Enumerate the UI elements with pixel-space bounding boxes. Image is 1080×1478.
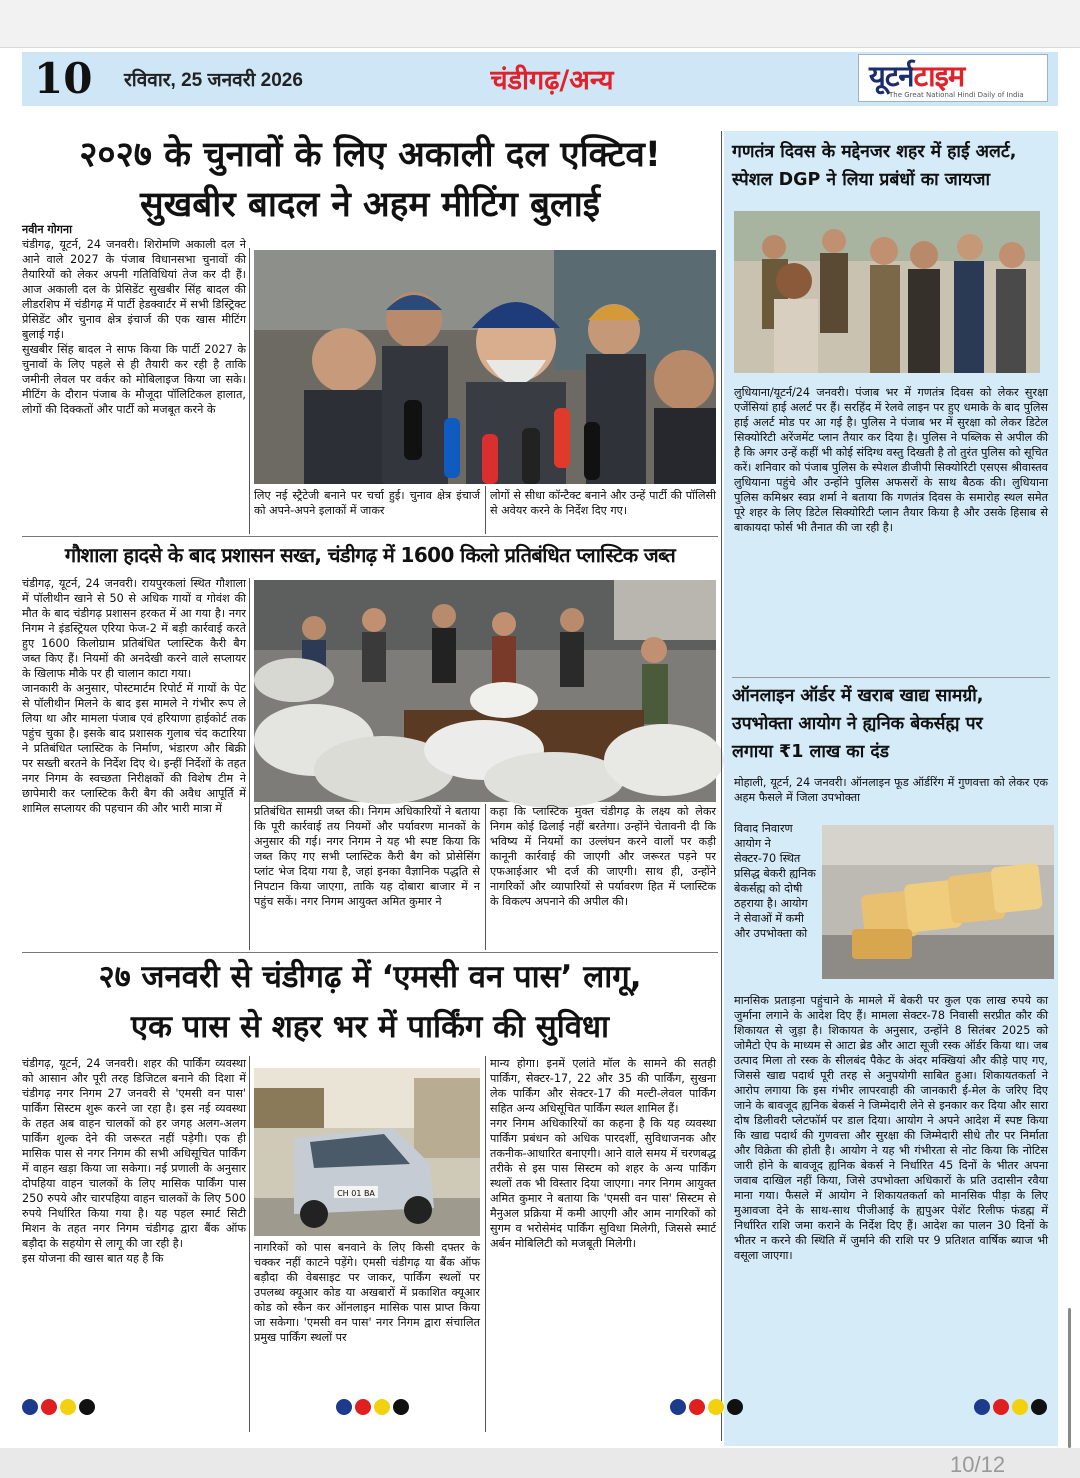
column-rule [485, 486, 486, 534]
section-title: चंडीगढ़/अन्य [490, 65, 614, 96]
story1-col2: लिए नई स्ट्रैटेजी बनाने पर चर्चा हुई। चुनाव क्षेत्र इंचार्ज को अपने-अपने इलाकों में जाकर [254, 489, 480, 517]
divider [732, 677, 1050, 678]
rusk-bread-illustration [822, 825, 1054, 979]
registration-dots-center-left [336, 1399, 409, 1415]
car-number-plate: CH 01 BA [337, 1189, 375, 1198]
scrollbar[interactable] [1068, 1308, 1071, 1448]
story3-col1: चंडीगढ़, यूटर्न, 24 जनवरी। शहर की पार्किंग व्यवस्था को आसान और पूरी तरह डिजिटल बनाने की दिशा में चंडीगढ़ नगर निगम 27 जनवरी से 'एमसी वन पास' पार्किंग सिस्टम शुरू करने जा रहा है। इस नई व्यवस्था के तहत अब वाहन चालकों को हर जगह अलग-अलग पार्किंग शुल्क देने की जरूरत नहीं पड़ेगी। एक ही मासिक पास से नगर निगम की सभी अधिसूचित पार्किंग में वाहन खड़ा किया जा सकेगा। नई प्रणाली के अनुसार दोपहिया वाहन चालकों के लिए मासिक पार्किंग पास 250 रुपये और चारपहिया वाहन चालकों के लिए 500 रुपये निर्धारित किया गया है। यह पहल स्मार्ट सिटी मिशन के तहत नगर निगम चंडीगढ़ द्वारा बैंक ऑफ बड़ौदा के सहयोग से लागू की जा रही है। इस योजना की खास बात यह है कि [22, 1057, 246, 1265]
story1-col3: लोगों से सीधा कॉन्टैक्ट बनाने और उन्हें पार्टी की पॉलिसी से अवेयर करने के निर्देश दिए गए। [490, 489, 716, 517]
parked-car-illustration [254, 1068, 480, 1236]
registration-dot [1031, 1399, 1047, 1415]
registration-dot [727, 1399, 743, 1415]
story3-headline-line2: एक पास से शहर भर में पार्किंग की सुविधा [130, 1009, 610, 1045]
registration-dot [670, 1399, 686, 1415]
registration-dots-center-right [670, 1399, 743, 1415]
column-rule [249, 1056, 250, 1432]
newspaper-logo [858, 54, 1048, 102]
side1-headline-line1: गणतंत्र दिवस के मद्देनजर शहर में हाई अलर्ट, [732, 142, 1017, 162]
side2-photo-rusk [822, 825, 1054, 979]
registration-dot [708, 1399, 724, 1415]
registration-dot [60, 1399, 76, 1415]
side2-intro: मोहाली, यूटर्न, 24 जनवरी। ऑनलाइन फूड ऑर्डरिंग में गुणवत्ता को लेकर एक अहम फैसले में जिला उपभोक्ता [734, 776, 1048, 804]
registration-dot [1012, 1399, 1028, 1415]
story1-col1 [22, 222, 246, 534]
side2-wrap-text: विवाद निवारण आयोग ने सेक्टर-70 स्थित प्रसिद्ध बेकरी ह्यनिक बेकर्सह्म को दोषी ठहराया है। आयोग ने सेवाओं में कमी और उपभोक्ता को [734, 822, 816, 940]
plastic-seizure-illustration [254, 580, 716, 802]
registration-dot [374, 1399, 390, 1415]
registration-dot [974, 1399, 990, 1415]
registration-dot [22, 1399, 38, 1415]
registration-dot [355, 1399, 371, 1415]
logo-wordmark [869, 56, 964, 95]
registration-dot [336, 1399, 352, 1415]
story1-photo-sukhbir-badal-press [254, 250, 716, 484]
story3-headline-line1: २७ जनवरी से चंडीगढ़ में ‘एमसी वन पास’ लागू, [98, 959, 642, 995]
logo-part1: यूटर्न [869, 59, 914, 93]
story3-photo-parking-car [254, 1068, 480, 1236]
registration-dots-left [22, 1399, 95, 1415]
side1-body: लुधियाना/यूटर्न/24 जनवरी। पंजाब भर में गणतंत्र दिवस को लेकर सुरक्षा एजेंसियां हाई अलर्ट पर हैं। सरहिंद में रेलवे लाइन पर हुए धमाके के बाद पुलिस हाई अलर्ट मोड पर आ गई है। पुलिस ने पंजाब भर में सुरक्षा को लेकर डिटेल सिक्योरिटी अरेंजमेंट प्लान तैयार कर दिया है। पुलिस ने पब्लिक से अपील की है कि अगर उन्हें कहीं भी कोई संदिग्ध वस्तु दिखती है तो तुरंत पुलिस को सूचित करें। शनिवार को पंजाब पुलिस के स्पेशल डीजीपी सिक्योरिटी एसएस श्रीवास्तव लुधियाना पहुंचे और उन्होंने पुलिस अफसरों के साथ बैठक की। लुधियाना पुलिस कमिश्नर स्वप्न शर्मा ने बताया कि गणतंत्र दिवस के समारोह स्थल समेत पूरे शहर के लिए डिटेल सिक्योरिटी प्लान तैयार किया है और उसके हिसाब से बाकायदा फोर्स भी तैनात की जा रही है। [734, 386, 1048, 534]
side2-headline-line1: ऑनलाइन ऑर्डर में खराब खाद्य सामग्री, [732, 686, 984, 706]
story2-photo-plastic-seizure [254, 580, 716, 802]
story2-headline: गौशाला हादसे के बाद प्रशासन सख्त, चंडीगढ़ में 1600 किलो प्रतिबंधित प्लास्टिक जब्त [64, 543, 676, 567]
viewer-top-strip [0, 0, 1080, 48]
side2-headline-line2: उपभोक्ता आयोग ने ह्यनिक बेकर्सह्म पर [732, 714, 983, 734]
press-meeting-illustration [254, 250, 716, 484]
column-rule [485, 804, 486, 950]
registration-dot [993, 1399, 1009, 1415]
page-number: 10 [34, 54, 93, 103]
logo-tagline: The Great National Hindi Daily of India [889, 91, 1024, 99]
story2-col2: प्रतिबंधित सामग्री जब्त की। निगम अधिकारियों ने बताया कि पूरी कार्रवाई तय नियमों और पर्यावरण मानकों के अनुसार की गई। नगर निगम ने यह भी स्पष्ट किया कि जब्त किए गए सभी प्लास्टिक कैरी बैग को प्रोसेसिंग प्लांट भेज दिया गया है, जहां इनका वैज्ञानिक पद्धति से निपटान किया जाएगा, ताकि यह दोबारा बाजार में न पहुंच सकें। नगर निगम आयुक्त अमित कुमार ने [254, 805, 480, 908]
story1-headline-line2: सुखबीर बादल ने अहम मीटिंग बुलाई [140, 185, 600, 225]
column-rule [249, 578, 250, 950]
column-rule [721, 131, 722, 1441]
story2-col1: चंडीगढ़, यूटर्न, 24 जनवरी। रायपुरकलां स्थित गौशाला में पॉलीथीन खाने से 50 से अधिक गायों व गोवंश की मौत के बाद चंडीगढ़ प्रशासन हरकत में आ गया है। नगर निगम ने इंडस्ट्रियल एरिया फेज-2 में बड़ी कार्रवाई करते हुए 1600 किलोग्राम प्रतिबंधित प्लास्टिक कैरी बैग जब्त किए हैं। नियमों की अनदेखी करने वाले सप्लायर के खिलाफ मौके पर ही चालान काटा गया। जानकारी के अनुसार, पोस्टमार्टम रिपोर्ट में गायों के पेट से पॉलीथीन मिलने के बाद इस मामले ने गंभीर रूप ले लिया था और मामला पंजाब एवं हरियाणा हाईकोर्ट तक पहुंच चुका है। इसके बाद प्रशासक गुलाब चंद कटारिया ने प्रतिबंधित प्लास्टिक के निर्माण, भंडारण और बिक्री पर सख्ती बरतने के निर्देश दिए थे। इन्हीं निर्देशों के तहत नगर निगम के स्वच्छता निरीक्षकों की विशेष टीम ने छापेमारी कर प्लास्टिक कैरी बैग की अवैध आपूर्ति में शामिल सप्लायर की पहचान की और भारी मात्रा में [22, 577, 246, 815]
column-rule [485, 1056, 486, 1432]
logo-part2: टाइम [913, 59, 965, 93]
side1-photo-dgp-inspection [734, 211, 1040, 373]
story1-headline-line1: २०२७ के चुनावों के लिए अकाली दल एक्टिव! [79, 135, 661, 175]
page-header [22, 52, 1058, 106]
divider [22, 952, 718, 953]
side2-body: मानसिक प्रताड़ना पहुंचाने के मामले में बेकरी पर कुल एक लाख रुपये का जुर्माना लगाने के आदेश दिए हैं। मामला सेक्टर-78 निवासी सरप्रीत कौर की शिकायत से जुड़ा है। शिकायत के अनुसार, उन्होंने 8 सितंबर 2025 को जोमैटो ऐप के माध्यम से आटा ब्रेड और आटा सूजी रस्क ऑर्डर किया था। जब उत्पाद मिला तो रस्क के सीलबंद पैकेट के अंदर मक्खियां और कीड़े पाए गए, जिससे खाद्य पदार्थ पूरी तरह से अनुपयोगी साबित हुआ। शिकायतकर्ता ने आरोप लगाया कि इस गंभीर लापरवाही की जानकारी ई-मेल के जरिए दिए जाने के बावजूद ह्यनिक बेकर्स ने जिम्मेदारी लेने से इनकार कर दिया और सारा दोष डिलीवरी प्लेटफॉर्म पर डाल दिया। आयोग ने अपने आदेश में स्पष्ट किया कि खाद्य पदार्थ की गुणवत्ता और सुरक्षा की जिम्मेदारी सीधे तौर पर निर्माता और विक्रेता की होती है। आयोग ने यह भी गंभीरता से नोट किया कि नोटिस जारी होने के बावजूद ह्यनिक बेकर्स ने निर्धारित 45 दिनों के भीतर अपना जवाब दाखिल नहीं किया, जिसे उपभोक्ता अधिकारों के प्रति उदासीन रवैया माना गया। फैसले में आयोग ने शिकायतकर्ता को मानसिक पीड़ा के लिए मुआवजा देने के साथ-साथ पीजीआई के ह्यपुअर पेशेंट रिलीफ फंडह्म में निर्धारित राशि जमा कराने के निर्देश दिए हैं। आदेश का पालन 30 दिनों के भीतर न करने की स्थिति में जुर्माने की राशि पर 9 प्रतिशत वार्षिक ब्याज भी वसूला जाएगा। [734, 994, 1048, 1262]
story2-col3: कहा कि प्लास्टिक मुक्त चंडीगढ़ के लक्ष्य को लेकर निगम कोई ढिलाई नहीं बरतेगा। उन्होंने चेतावनी दी कि भविष्य में नियमों का उल्लंघन करने वालों पर कड़ी कानूनी कार्रवाई की जाएगी और जरूरत पड़ने पर एफआईआर भी दर्ज की जाएगी। साथ ही, उन्होंने नागरिकों और व्यापारियों से पर्यावरण हित में प्लास्टिक के विकल्प अपनाने की अपील की। [490, 805, 716, 908]
story1-col1-text: चंडीगढ़, यूटर्न, 24 जनवरी। शिरोमणि अकाली दल ने आने वाले 2027 के पंजाब विधानसभा चुनावों की तैयारियों को लेकर अपनी गतिविधियां तेज कर दी हैं। आज अकाली दल के प्रेसिडेंट सुखबीर सिंह बादल की लीडरशिप में चंडीगढ़ में पार्टी हेडक्वार्टर में सभी डिस्ट्रिक्ट प्रेसिडेंट और चुनाव क्षेत्र इंचार्ज की एक खास मीटिंग बुलाई गई। सुखबीर सिंह बादल ने साफ किया कि पार्टी 2027 के चुनावों के लिए पहले से ही तैयारी कर रही है ताकि जमीनी लेवल पर वर्कर को मोबिलाइज किया जा सके। मीटिंग के दौरान पंजाब के मौजूदा पॉलिटिकल हालात, लोगों की दिक्कतों और पार्टी को मजबूत करने के [22, 238, 246, 416]
registration-dot [41, 1399, 57, 1415]
story3-col3: मान्य होगा। इनमें एलांते मॉल के सामने की सतही पार्किंग, सेक्टर-17, 22 और 35 की पार्किंग, सुखना लेक पार्किंग और सेक्टर-17 की मल्टी-लेवल पार्किंग सहित अन्य अधिसूचित पार्किंग स्थल शामिल हैं। नगर निगम अधिकारियों का कहना है कि यह व्यवस्था पार्किंग प्रबंधन को अधिक पारदर्शी, सुविधाजनक और तकनीक-आधारित बनाएगी। आने वाले समय में चरणबद्ध तरीके से इस पास सिस्टम को शहर के अन्य पार्किंग स्थलों तक भी विस्तार दिया जाएगा। नगर निगम आयुक्त अमित कुमार ने बताया कि 'एमसी वन पास' सिस्टम से मैनुअल प्रक्रिया में कमी आएगी और आम नागरिकों को सुगम व भरोसेमंद पार्किंग सुविधा मिलेगी, जिससे स्मार्ट अर्बन मोबिलिटी को मजबूती मिलेगी। [490, 1057, 716, 1250]
story3-col2: नागरिकों को पास बनवाने के लिए किसी दफ्तर के चक्कर नहीं काटने पड़ेंगे। एमसी चंडीगढ़ या बैंक ऑफ बड़ौदा की वेबसाइट पर जाकर, पार्किंग स्थलों पर उपलब्ध क्यूआर कोड या अखबारों में प्रकाशित क्यूआर कोड को स्कैन कर ऑनलाइन मासिक पास प्राप्त किया जा सकेगा। 'एमसी वन पास' नगर निगम द्वारा संचालित प्रमुख पार्किंग स्थलों पर [254, 1241, 480, 1344]
page-date: रविवार, 25 जनवरी 2026 [124, 70, 303, 91]
registration-dots-right [974, 1399, 1047, 1415]
divider [22, 536, 718, 537]
registration-dot [393, 1399, 409, 1415]
registration-dot [689, 1399, 705, 1415]
side2-headline-line3: लगाया ₹1 लाख का दंड [732, 742, 889, 762]
side-panel [724, 131, 1058, 1446]
newspaper-page[interactable] [0, 48, 1080, 1477]
page-indicator: 10/12 [950, 1452, 1006, 1477]
registration-dot [79, 1399, 95, 1415]
police-officers-illustration [734, 211, 1040, 373]
side1-headline-line2: स्पेशल DGP ने लिया प्रबंधों का जायजा [732, 170, 990, 190]
story1-byline: नवीन गोगना [22, 223, 73, 236]
column-rule [249, 248, 250, 534]
